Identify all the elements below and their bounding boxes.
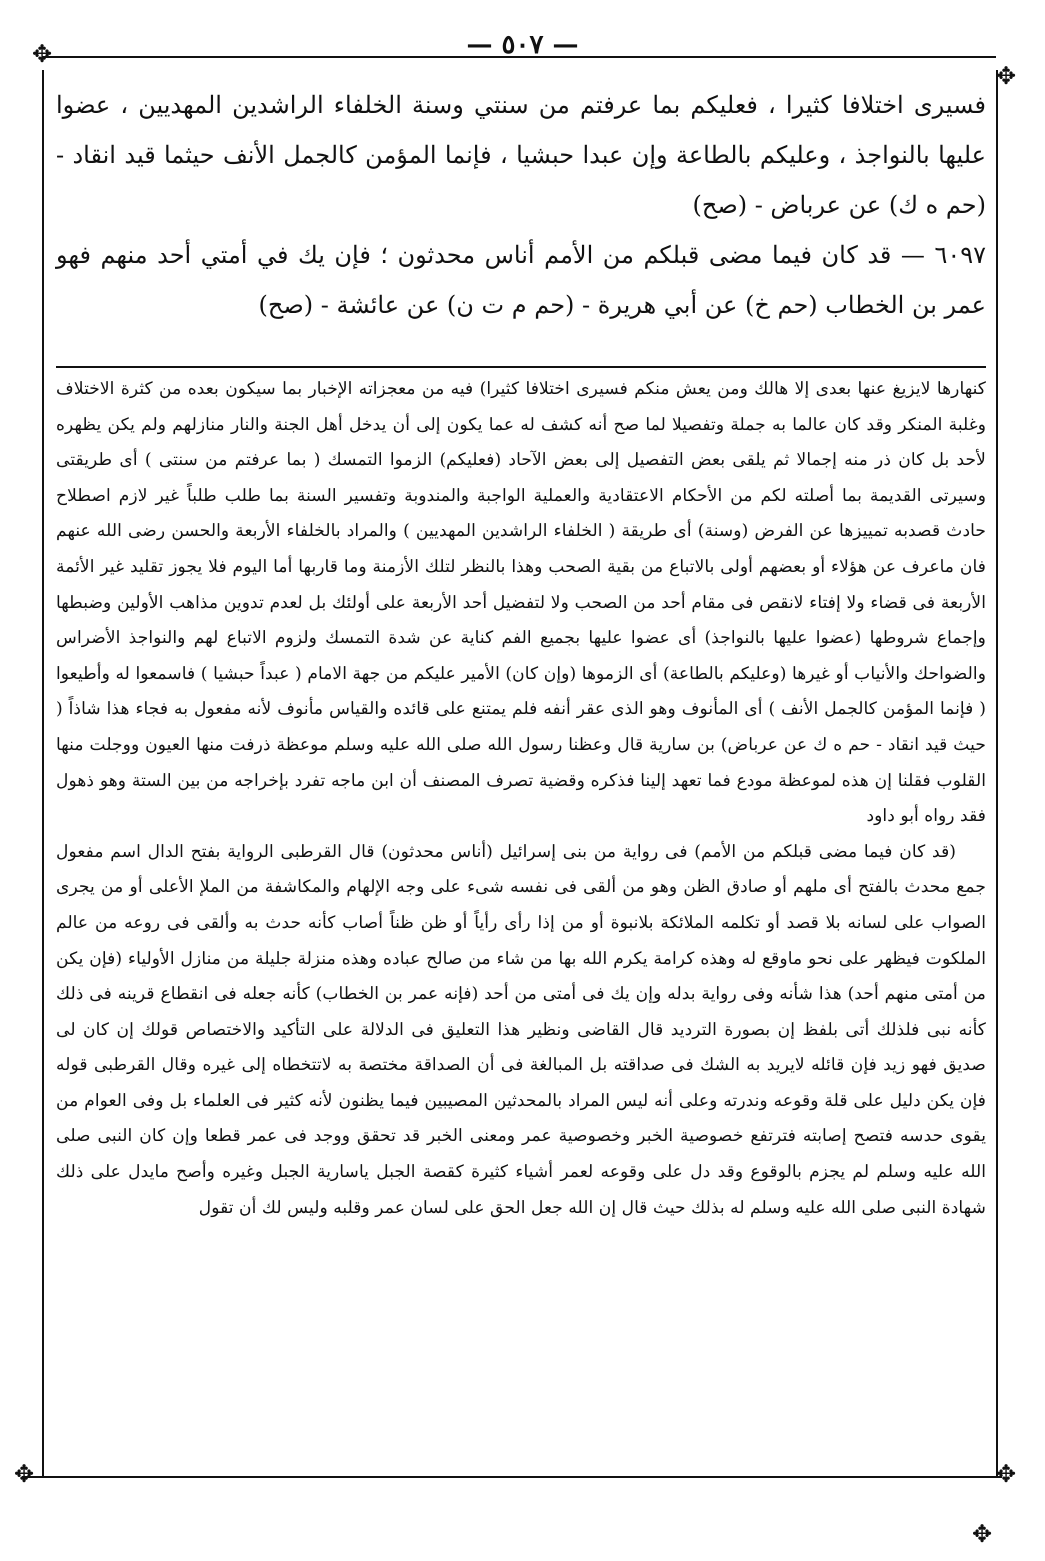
frame-top-rule <box>42 56 996 58</box>
hadith-entry-6097: ٦٠٩٧ — قد كان فيما مضى قبلكم من الأمم أناس محدثون ؛ فإن يك في أمتي أحد منهم فهو عمر بن الخطاب (حم خ) عن أبي هريرة - (حم م ت ن) عن عائشة - (صح) <box>56 241 986 319</box>
section-divider <box>56 366 986 368</box>
commentary-section <box>56 372 986 1226</box>
page-number: — ٥٠٧ — <box>466 30 579 60</box>
floral-corner-icon: ✥ <box>995 62 1017 90</box>
floral-corner-icon: ✥ <box>995 1460 1017 1488</box>
hadith-continuation: فسيرى اختلافا كثيرا ، فعليكم بما عرفتم من سنتي وسنة الخلفاء الراشدين المهديين ، عضوا عليها بالنواجذ ، وعليكم بالطاعة وإن عبدا حبشيا ، فإنما المؤمن كالجمل الأنف حيثما قيد انقاد - (حم ه ك) عن عرباض - (صح) <box>56 91 987 219</box>
floral-corner-icon: ✥ <box>13 1460 35 1488</box>
hadith-section <box>56 80 986 330</box>
frame-bottom-rule <box>22 1476 1002 1478</box>
commentary-paragraph: (قد كان فيما مضى قبلكم من الأمم) فى رواية من بنى إسرائيل (أناس محدثون) قال القرطبى الرواية بفتح الدال اسم مفعول جمع محدث بالفتح أى ملهم أو صادق الظن وهو من ألقى فى نفسه شىء على وجه الإلهام والمكاشفة من الملإ الأعلى أو من يجرى الصواب على لسانه بلا قصد أو تكلمه الملائكة بلانبوة أو من إذا رأى رأياً أو ظن ظناً أصاب كأنه حدث به وألقى فى روعه من عالم الملكوت فيظهر على نحو ماوقع له وهذه كرامة يكرم الله بها من شاء من صالح عباده وهذه منزلة جليلة من منازل الأولياء (فإن يكن من أمتى منهم أحد) هذا شأنه وفى رواية بدله وإن يك فى أمتى من أحد (فإنه عمر بن الخطاب) كأنه جعله فى انقطاع قرينه فى ذلك كأنه نبى فلذلك أتى بلفظ إن بصورة الترديد قال القاضى ونظير هذا التعليق فى الدلالة على التأكيد والاختصاص قولك إن كان لى صديق فهو زيد فإن قائله لايريد به الشك فى صداقته بل المبالغة فى أن الصداقة مختصة به لاتتخطاه إلى غيره وقال القرطبى قوله فإن يكن دليل على قلة وقوعه وندرته وعلى أنه ليس المراد بالمحدثين المصيبين فيما يظنون لأنه كثير فى العلماء بل وفى العوام من يقوى حدسه فتصح إصابته فترتفع خصوصية الخبر وخصوصية عمر ومعنى الخبر قد تحقق ووجد فى عمر قطعا وإن كان النبى صلى الله عليه وسلم لم يجزم بالوقوع وقد دل على وقوعه لعمر أشياء كثيرة كقصة الجبل ياسارية الجبل وغيره وأصح مايدل على ذلك شهادة النبى صلى الله عليه وسلم له بذلك حيث قال إن الله جعل الحق على لسان عمر وقلبه وليس لك أن تقول <box>56 841 986 1218</box>
floral-corner-icon: ✥ <box>31 40 53 68</box>
floral-corner-icon: ✥ <box>971 1520 993 1548</box>
commentary-paragraph: كنهارها لايزيغ عنها بعدى إلا هالك ومن يعش منكم فسيرى اختلافا كثيرا) فيه من معجزاته الإخبار بما سيكون بعده من كثرة الاختلاف وغلبة المنكر وقد كان عالما به جملة وتفصيلا لما صح أنه كشف له عما يكون إلى أن يدخل أهل الجنة والنار منازلهم ولم يكن يظهره لأحد بل كان ذر منه إجمالا ثم يلقى بعض التفصيل إلى بعض الآحاد (فعليكم) الزموا التمسك ( بما عرفتم من سنتى ) أى طريقتى وسيرتى القديمة بما أصلته لكم من الأحكام الاعتقادية والعملية الواجبة والمندوبة وتفسير السنة بما طلب طلباً غير لازم اصطلاح حادث قصدبه تمييزها عن الفرض (وسنة) أى طريقة ( الخلفاء الراشدين المهديين ) والمراد بالخلفاء الأربعة والحسن رضى الله عنهم فان ماعرف عن هؤلاء أو بعضهم أولى بالاتباع من بقية الصحب وهذا بالنظر لتلك الأزمنة وما قاربها أما اليوم فلا يجوز تقليد غير الأئمة الأربعة فى قضاء ولا إفتاء لانقص فى مقام أحد من الصحب ولا لتفضيل أحد الأربعة على أولئك بل لعدم تدوين مذاهب الأولين وضبطها وإجماع شروطها (عضوا عليها بالنواجذ) أى عضوا عليها بجميع الفم كناية عن شدة التمسك ولزوم الاتباع لهم والنواجذ الأضراس والضواحك والأنياب أو غيرها (وعليكم بالطاعة) أى الزموها (وإن كان) الأمير عليكم من جهة الامام ( عبداً حبشيا ) فاسمعوا له وأطيعوا ( فإنما المؤمن كالجمل الأنف ) أى المأنوف وهو الذى عقر أنفه فلم يمتنع على قائده والقياس مأنوف لأنه مفعول به فجاء هذا شاذاً ( حيث قيد انقاد - حم ه ك عن عرباض) بن سارية قال وعظنا رسول الله صلى الله عليه وسلم موعظة ذرفت منها العيون ووجلت منها القلوب فقلنا إن هذه لموعظة مودع فما تعهد إلينا فذكره وقضية تصرف المصنف أن ابن ماجه تفرد بإخراجه من بين الستة وهو ذهول فقد رواه أبو داود <box>56 379 986 827</box>
